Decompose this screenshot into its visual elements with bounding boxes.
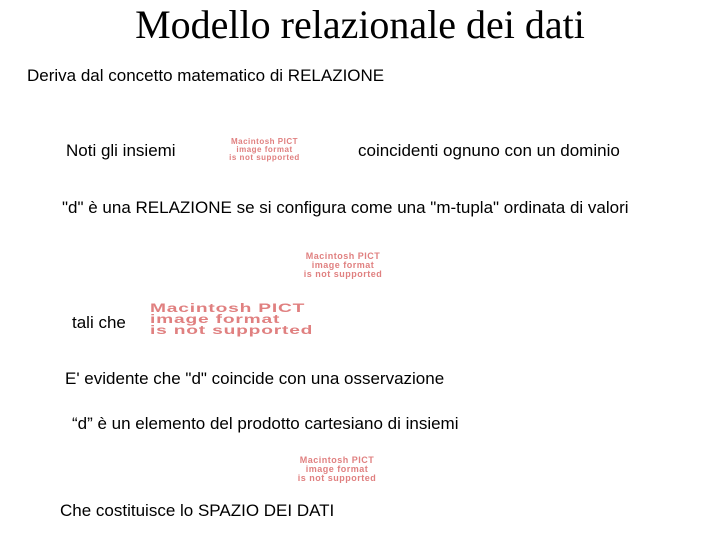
placeholder-line: is not supported bbox=[297, 473, 377, 483]
relazione-line: "d" è una RELAZIONE se si configura come una "m-tupla" ordinata di valori bbox=[62, 198, 629, 217]
tali-che-line: tali che bbox=[72, 313, 126, 332]
prodotto-image-placeholder bbox=[247, 456, 427, 486]
placeholder-line: image format bbox=[150, 312, 281, 326]
insiemi-image-placeholder bbox=[207, 138, 322, 164]
coincidenti-line: coincidenti ognuno con un dominio bbox=[358, 141, 620, 160]
placeholder-line: is not supported bbox=[303, 269, 383, 279]
placeholder-line: Macintosh PICT bbox=[230, 138, 298, 146]
placeholder-line: Macintosh PICT bbox=[299, 456, 375, 465]
noti-line: Noti gli insiemi bbox=[66, 141, 176, 160]
placeholder-line: is not supported bbox=[150, 323, 314, 337]
placeholder-line: image format bbox=[311, 260, 375, 270]
page-title: Modello relazionale dei dati bbox=[135, 2, 585, 47]
intro-line: Deriva dal concetto matematico di RELAZIONE bbox=[27, 66, 385, 85]
placeholder-line: image format bbox=[305, 464, 369, 474]
condizione-image-placeholder bbox=[150, 303, 400, 337]
placeholder-line: is not supported bbox=[229, 153, 300, 162]
spazio-line: Che costituisce lo SPAZIO DEI DATI bbox=[60, 501, 335, 520]
tupla-image-placeholder bbox=[258, 252, 428, 282]
elemento-line: “d” è un elemento del prodotto cartesiano di insiemi bbox=[72, 414, 459, 433]
evidente-line: E' evidente che "d" coincide con una osservazione bbox=[65, 369, 445, 388]
placeholder-line: image format bbox=[236, 145, 293, 154]
placeholder-line: Macintosh PICT bbox=[150, 303, 306, 315]
placeholder-line: Macintosh PICT bbox=[305, 252, 381, 261]
